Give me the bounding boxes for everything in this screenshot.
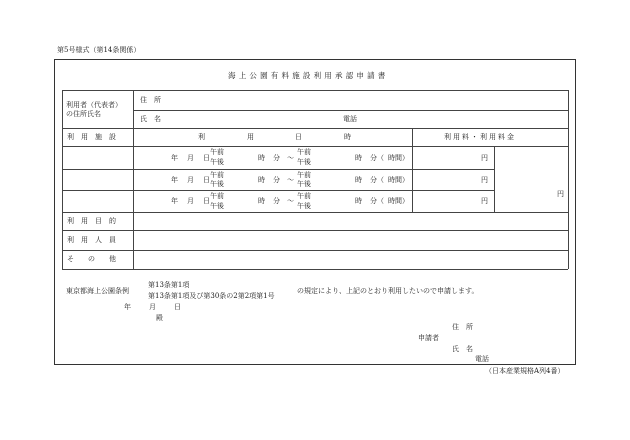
clause-2: 第13条第1項及び第30条の2第2項第1号 [148, 292, 275, 300]
signature-applicant-label: 申請者 [418, 334, 439, 342]
applicant-phone-label: 電話 [343, 115, 357, 123]
paper-size-note: （日本産業規格A列4番） [485, 367, 565, 375]
applicant-label-line2: の住所氏名 [66, 110, 101, 118]
clause-1: 第13条第1項 [148, 281, 190, 289]
signature-phone-label: 電話 [475, 355, 489, 363]
declaration-text: の規定により、上記のとおり利用したいので申請します。 [297, 287, 479, 295]
ordinance-name: 東京都海上公園条例 [66, 287, 129, 295]
applicant-label-line1: 利用者（代表者） [66, 101, 122, 109]
applicant-name-label: 氏 名 [140, 115, 161, 123]
declaration-year: 年 [124, 303, 131, 311]
form-number: 第5号様式（第14条関係） [57, 46, 141, 54]
addressee: 殿 [156, 314, 163, 322]
datetime-header-char-3: 日 [295, 133, 302, 141]
people-label: 利 用 人 員 [67, 236, 116, 244]
signature-name-label: 氏 名 [452, 345, 473, 353]
form-title: 海上公園有料施設利用承認申請書 [228, 71, 389, 80]
signature-address-label: 住 所 [452, 323, 473, 331]
declaration-month: 月 [149, 303, 156, 311]
datetime-header-char-1: 利 [198, 133, 205, 141]
datetime-header-char-2: 用 [247, 133, 254, 141]
applicant-address-label: 住 所 [140, 96, 161, 104]
declaration-day: 日 [174, 303, 181, 311]
datetime-header-char-4: 時 [344, 133, 351, 141]
other-label: そ の 他 [67, 255, 116, 263]
purpose-label: 利 用 目 的 [67, 217, 116, 225]
facility-header: 利 用 施 設 [67, 133, 116, 141]
total-yen: 円 [557, 190, 564, 198]
fee-header: 利用料・利用料金 [444, 133, 516, 141]
